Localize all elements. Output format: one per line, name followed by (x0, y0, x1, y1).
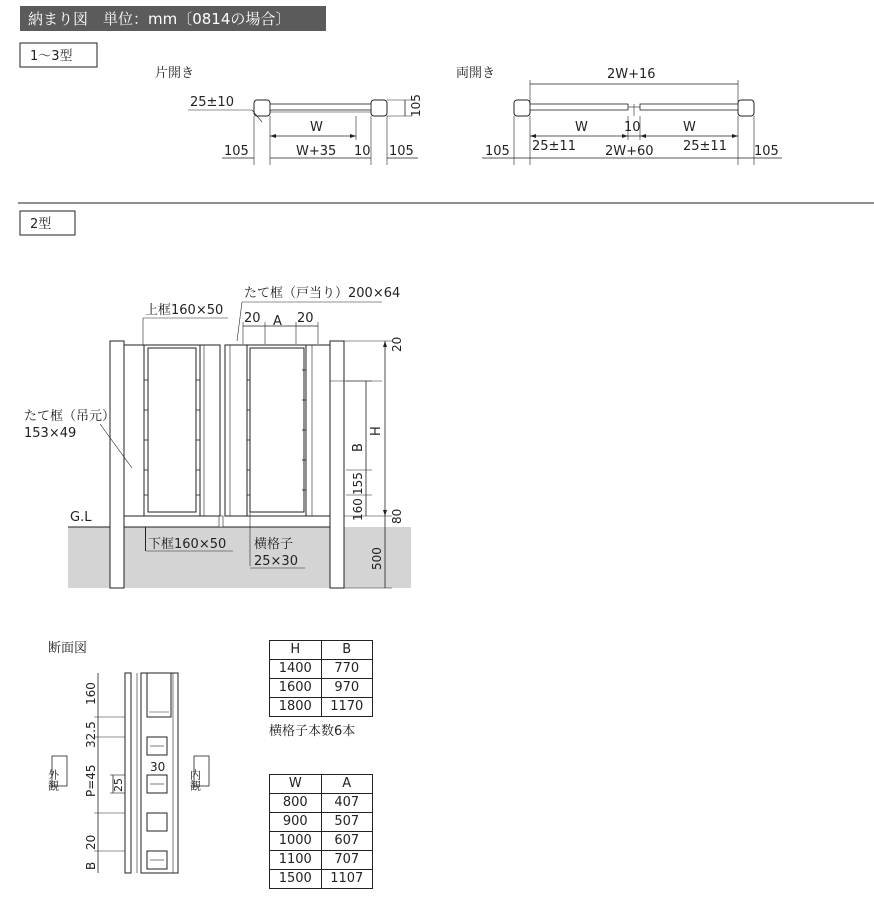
label-side-frame-size: 153×49 (24, 426, 77, 441)
single-dim-left: 105 (224, 144, 249, 159)
section-outer-post (125, 673, 131, 873)
section-top-frame (147, 673, 171, 717)
left-leaf-jamb (200, 345, 220, 516)
table-header-cell: A (321, 775, 373, 794)
table-row (270, 794, 373, 813)
single-dim-right: 105 (389, 144, 414, 159)
right-leaf-jamb (225, 345, 247, 516)
left-post (110, 341, 124, 588)
double-dim-clear-left: 25±11 (532, 139, 576, 154)
double-left-leaf (530, 104, 628, 110)
table-cell: 770 (321, 660, 373, 679)
table-cell: 1500 (270, 870, 322, 889)
dim-160: 160 (351, 498, 365, 521)
single-swing-diagram (155, 65, 423, 165)
single-gate-leaf (270, 104, 371, 110)
label-bottom-frame: 下框160×50 (148, 537, 227, 552)
single-swing-title: 片開き (155, 66, 195, 81)
label-a: A (273, 314, 282, 329)
label-outside: 外観 (46, 769, 60, 791)
table-header-cell: B (321, 641, 373, 660)
single-dim-w: W (310, 120, 323, 135)
double-dim-right: 105 (754, 144, 779, 159)
table-cell: 1107 (321, 870, 373, 889)
right-post (330, 341, 344, 588)
section-dim-25: 25 (112, 778, 125, 792)
single-dim-gap: 10 (354, 144, 371, 159)
table-cell: 1000 (270, 832, 322, 851)
double-dim-w-left: W (575, 120, 588, 135)
table-header-cell: H (270, 641, 322, 660)
double-dim-top: 2W+16 (607, 67, 656, 82)
table-cell: 1100 (270, 851, 322, 870)
table-cell: 507 (321, 813, 373, 832)
label-20-right: 20 (297, 311, 314, 326)
table-row (270, 870, 373, 889)
label-rail: 横格子 (254, 537, 294, 552)
dim-h: H (369, 426, 384, 436)
dim-80: 80 (390, 508, 404, 524)
table-cell: 607 (321, 832, 373, 851)
label-jamb: たて框（戸当り）200×64 (244, 286, 401, 301)
section-view-diagram (47, 640, 210, 873)
section-1-label: 1〜3型 (30, 49, 73, 64)
single-dim-clearance: 25±10 (190, 95, 234, 110)
label-inside: 内観 (188, 769, 202, 791)
label-top-frame: 上框160×50 (145, 303, 224, 318)
single-dim-height: 105 (409, 94, 423, 117)
center-stop (219, 516, 223, 527)
section-2-label: 2型 (30, 217, 52, 232)
table-cell: 707 (321, 851, 373, 870)
double-dim-clear-right: 25±11 (683, 139, 727, 154)
header-title: 納まり図 単位：mm〔0814の場合〕 (28, 10, 291, 28)
double-dim-total: 2W+60 (605, 144, 654, 159)
elevation-diagram (24, 285, 411, 588)
table-cell: 1400 (270, 660, 322, 679)
table-hb-wrap (269, 640, 373, 739)
table-wa (269, 774, 373, 889)
section-dim-20: 20 (84, 834, 98, 850)
table-row (270, 660, 373, 679)
table-cell: 800 (270, 794, 322, 813)
table-hb-note: 横格子本数6本 (269, 724, 356, 739)
table-cell: 1800 (270, 698, 322, 717)
table-hb (269, 640, 373, 717)
double-dim-center: 10 (624, 120, 641, 135)
table-cell: 970 (321, 679, 373, 698)
double-swing-diagram (456, 66, 782, 165)
single-right-post (371, 100, 387, 116)
table-row (270, 813, 373, 832)
table-row (270, 851, 373, 870)
double-swing-title: 両開き (456, 66, 496, 81)
label-bottom-frame-leader (145, 527, 146, 551)
label-rail-size: 25×30 (254, 554, 298, 569)
table-row (270, 698, 373, 717)
section-rail-3 (147, 813, 167, 831)
table-header-cell: W (270, 775, 322, 794)
section-dim-32-5: 32.5 (84, 721, 98, 748)
section-dim-160: 160 (84, 682, 98, 705)
table-row (270, 832, 373, 851)
double-right-post (738, 100, 754, 116)
double-left-post (514, 100, 530, 116)
dim-20: 20 (390, 336, 404, 352)
double-dim-w-right: W (683, 120, 696, 135)
dim-500: 500 (370, 547, 384, 570)
section-view-title: 断面図 (48, 641, 88, 656)
table-cell: 900 (270, 813, 322, 832)
label-20-left: 20 (244, 311, 261, 326)
table-row (270, 679, 373, 698)
table-wa-wrap (269, 774, 373, 889)
left-leaf-stile (124, 345, 144, 516)
dim-155: 155 (351, 472, 365, 495)
section-dim-p45: P=45 (84, 764, 98, 797)
label-side-frame: たて框（吊元） (24, 409, 116, 424)
single-dim-total: W+35 (296, 144, 337, 159)
section-dim-30: 30 (150, 760, 166, 774)
double-dim-left: 105 (485, 144, 510, 159)
table-cell: 407 (321, 794, 373, 813)
dim-b: B (351, 443, 366, 452)
label-gl: G.L (70, 510, 92, 525)
table-cell: 1170 (321, 698, 373, 717)
double-right-leaf (640, 104, 738, 110)
single-left-post (254, 100, 270, 116)
section-dim-b: B (84, 861, 98, 870)
table-cell: 1600 (270, 679, 322, 698)
right-leaf-stile (306, 345, 330, 516)
